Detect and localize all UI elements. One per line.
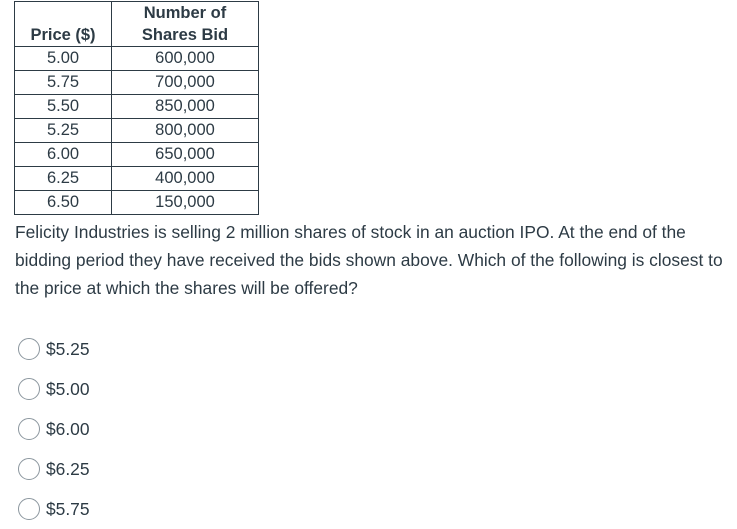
price-cell: 5.25 bbox=[15, 119, 112, 143]
price-cell: 6.25 bbox=[15, 167, 112, 191]
price-cell: 6.00 bbox=[15, 143, 112, 167]
answer-label[interactable]: $5.00 bbox=[46, 378, 90, 399]
answer-label[interactable]: $6.25 bbox=[46, 458, 90, 479]
radio-button[interactable] bbox=[18, 498, 40, 520]
answer-choice[interactable] bbox=[18, 409, 90, 449]
table-row bbox=[15, 119, 259, 143]
shares-header-line2: Shares Bid bbox=[141, 26, 229, 44]
price-cell: 6.50 bbox=[15, 191, 112, 215]
price-column-header: Price ($) bbox=[15, 2, 112, 47]
shares-header-line1: Number of bbox=[143, 4, 227, 22]
table-row bbox=[15, 47, 259, 71]
answer-label[interactable]: $6.00 bbox=[46, 418, 90, 439]
radio-button[interactable] bbox=[18, 418, 40, 440]
answer-label[interactable]: $5.75 bbox=[46, 498, 90, 519]
table-header-row bbox=[15, 2, 259, 47]
answer-choice[interactable] bbox=[18, 329, 90, 369]
radio-button[interactable] bbox=[18, 458, 40, 480]
shares-column-header bbox=[112, 2, 259, 47]
radio-button[interactable] bbox=[18, 338, 40, 360]
shares-cell: 850,000 bbox=[112, 95, 259, 119]
answer-choices bbox=[18, 329, 90, 529]
table-row bbox=[15, 143, 259, 167]
shares-cell: 400,000 bbox=[112, 167, 259, 191]
table-row bbox=[15, 191, 259, 215]
answer-choice[interactable] bbox=[18, 449, 90, 489]
table-row bbox=[15, 71, 259, 95]
price-cell: 5.50 bbox=[15, 95, 112, 119]
answer-choice[interactable] bbox=[18, 369, 90, 409]
radio-button[interactable] bbox=[18, 378, 40, 400]
shares-cell: 700,000 bbox=[112, 71, 259, 95]
shares-cell: 800,000 bbox=[112, 119, 259, 143]
answer-choice[interactable] bbox=[18, 489, 90, 529]
answer-label[interactable]: $5.25 bbox=[46, 338, 90, 359]
price-cell: 5.75 bbox=[15, 71, 112, 95]
shares-cell: 150,000 bbox=[112, 191, 259, 215]
shares-cell: 600,000 bbox=[112, 47, 259, 71]
bids-table bbox=[14, 1, 259, 215]
price-cell: 5.00 bbox=[15, 47, 112, 71]
table-row bbox=[15, 95, 259, 119]
shares-cell: 650,000 bbox=[112, 143, 259, 167]
table-row bbox=[15, 167, 259, 191]
question-text: Felicity Industries is selling 2 million shares of stock in an auction IPO. At the end of the bidding period they have received the bids shown above. Which of the following is closest to the price at which the shares will be offered? bbox=[15, 222, 723, 298]
